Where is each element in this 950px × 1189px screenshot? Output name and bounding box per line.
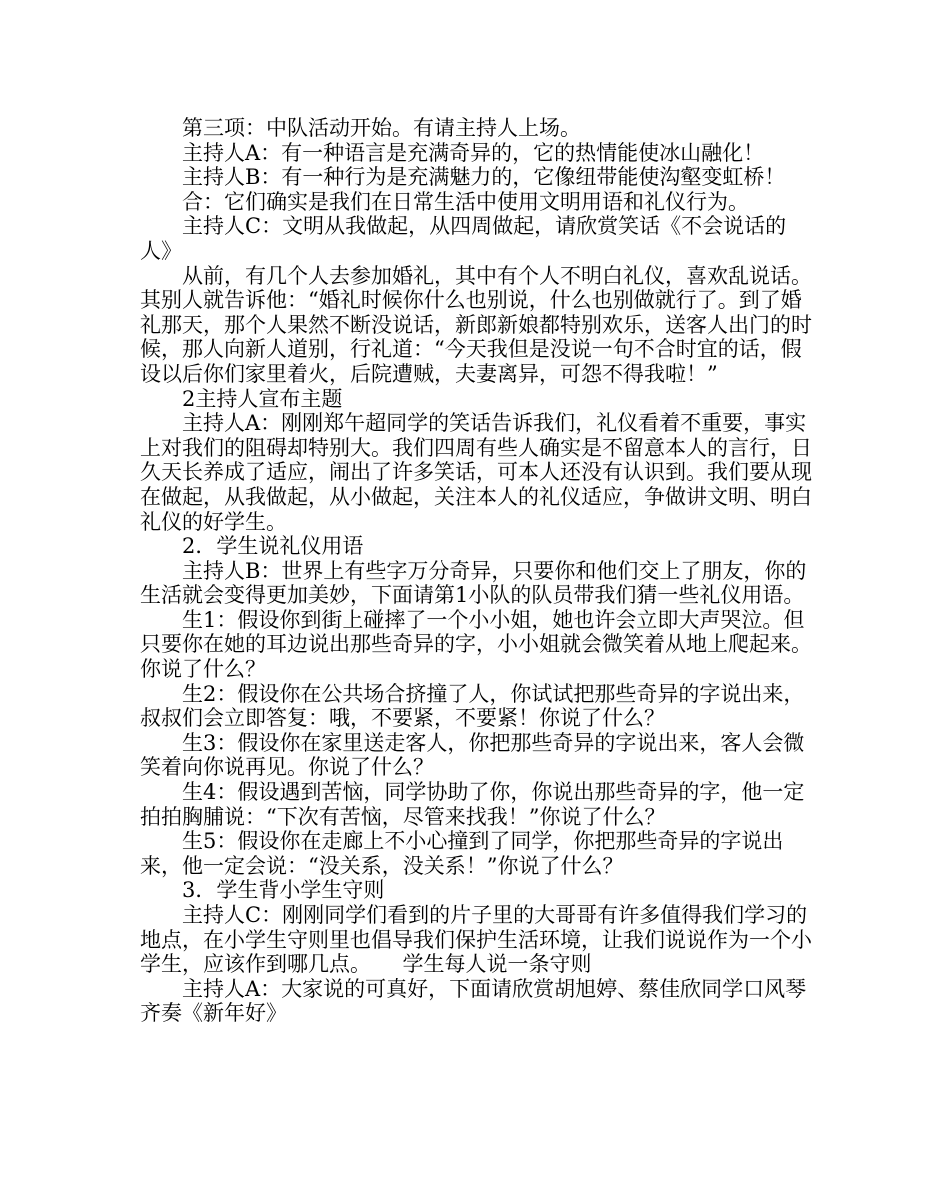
paragraph-host-b-2: 主持人B：世界上有些字万分奇异，只要你和他们交上了朋友，你的生活就会变得更加美妙，下面请第1小队的队员带我们猜一些礼仪用语。	[140, 558, 807, 608]
paragraph-item-3-intro: 第三项：中队活动开始。有请主持人上场。	[182, 116, 581, 140]
paragraph-heading-theme: 2主持人宣布主题	[182, 386, 343, 411]
paragraph-student-5: 生5：假设你在走廊上不小心撞到了同学，你把那些奇异的字说出来，他一定会说：“没关系，没关系！”你说了什么？	[140, 829, 784, 878]
paragraph-student-4: 生4：假设遇到苦恼，同学协助了你，你说出那些奇异的字，他一定拍拍胸脯说：“下次有苦恼，尽管来找我！”你说了什么？	[140, 780, 805, 829]
paragraph-host-c-1: 主持人C：文明从我做起，从四周做起，请欣赏笑话《不会说话的人》	[140, 214, 787, 263]
paragraph-joke-story: 从前，有几个人去参加婚礼，其中有个人不明白礼仪，喜欢乱说话。其别人就告诉他：“婚礼时候你什么也别说，什么也别做就行了。到了婚礼那天，那个人果然不断没说话，新郎新娘都特别欢乐，送客人出门的时候，那人向新人道别，行礼道：“今天我但是没说一句不合时宜的话，假设以后你们家里着火，后院遭贼，夫妻离异，可怨不得我啦！”	[140, 263, 812, 386]
paragraph-host-a-1: 主持人A：有一种语言是充满奇异的，它的热情能使冰山融化！	[182, 140, 765, 165]
paragraph-host-a-2: 主持人A：刚刚郑午超同学的笑话告诉我们，礼仪看着不重要，事实上对我们的阻碍却特别大。我们四周有些人确实是不留意本人的言行，日久天长养成了适应，闹出了许多笑话，可本人还没有认识到。我们要从现在做起，从我做起，从小做起，关注本人的礼仪适应，争做讲文明、明白礼仪的好学生。	[140, 411, 812, 534]
paragraph-host-c-2: 主持人C：刚刚同学们看到的片子里的大哥哥有许多值得我们学习的地点，在小学生守则里也倡导我们保护生活环境，让我们说说作为一个小学生，应该作到哪几点。 学生每人说一条守则	[140, 903, 812, 977]
paragraph-student-1: 生1：假设你到街上碰摔了一个小小姐，她也许会立即大声哭泣。但只要你在她的耳边说出那些奇异的字，小小姐就会微笑着从地上爬起来。你说了什么？	[140, 607, 812, 682]
paragraph-host-a-3: 主持人A：大家说的可真好，下面请欣赏胡旭婷、蔡佳欣同学口风琴齐奏《新年好》	[140, 976, 807, 1026]
paragraph-host-b-1: 主持人B：有一种行为是充满魅力的，它像纽带能使沟壑变虹桥！	[182, 165, 786, 190]
paragraph-together: 合：它们确实是我们在日常生活中使用文明用语和礼仪行为。	[182, 189, 749, 214]
paragraph-student-3: 生3：假设你在家里送走客人，你把那些奇异的字说出来，客人会微笑着向你说再见。你说了什么？	[140, 730, 805, 780]
paragraph-heading-rules: 3．学生背小学生守则	[182, 878, 385, 903]
document-body	[140, 116, 815, 1026]
paragraph-student-2: 生2：假设你在公共场合挤撞了人，你试试把那些奇异的字说出来，叔叔们会立即答复：哦，不要紧，不要紧！你说了什么？	[140, 681, 805, 731]
paragraph-heading-etiquette-words: 2．学生说礼仪用语	[182, 534, 364, 559]
